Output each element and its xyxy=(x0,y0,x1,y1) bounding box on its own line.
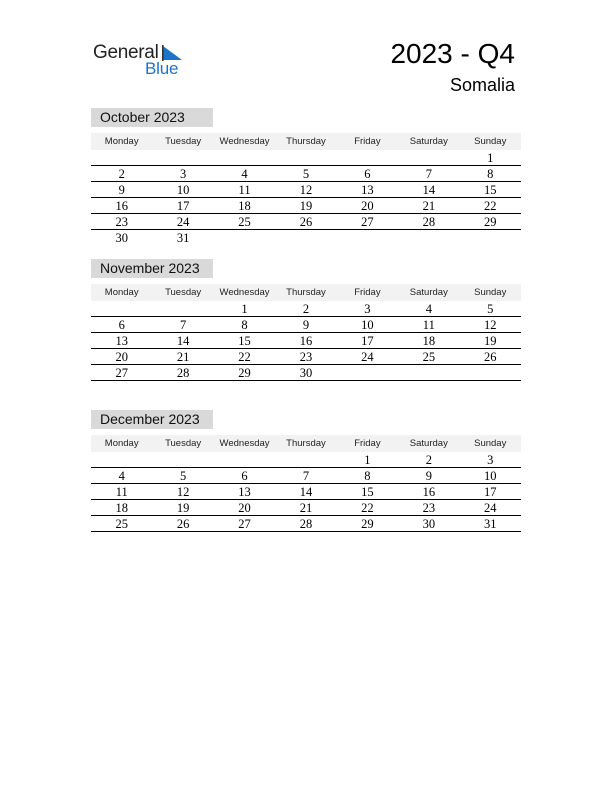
month-block-december xyxy=(91,410,521,532)
day-cell: 29 xyxy=(483,215,497,229)
weekday-label: Friday xyxy=(354,438,381,449)
day-cell: 27 xyxy=(238,517,251,531)
week-row xyxy=(91,230,521,246)
weekday-label: Wednesday xyxy=(219,136,270,147)
day-cell: 10 xyxy=(361,318,374,332)
weekday-label: Saturday xyxy=(409,136,448,147)
day-cell xyxy=(152,452,213,467)
day-cell: 31 xyxy=(176,231,190,245)
day-cell: 2 xyxy=(302,302,310,316)
day-cell: 28 xyxy=(422,215,436,229)
weekday-label: Wednesday xyxy=(219,287,270,298)
day-cell: 18 xyxy=(115,501,128,515)
day-cell: 16 xyxy=(299,334,313,348)
month-label: October 2023 xyxy=(91,108,213,127)
weekday-label: Thursday xyxy=(286,438,326,449)
day-cell xyxy=(91,301,152,316)
day-cell: 7 xyxy=(180,318,187,332)
weekday-label: Tuesday xyxy=(165,438,202,449)
day-cell: 15 xyxy=(238,334,251,348)
page-title: 2023 - Q4 xyxy=(390,38,515,69)
day-cell xyxy=(91,150,152,165)
month-block-october xyxy=(91,108,521,246)
weekday-label: Monday xyxy=(104,287,139,298)
day-cell: 21 xyxy=(422,199,436,213)
day-cell: 15 xyxy=(361,485,374,499)
day-cell: 14 xyxy=(299,485,313,499)
week-row xyxy=(91,349,521,365)
week-row xyxy=(91,468,521,484)
weekday-label: Monday xyxy=(104,136,139,147)
weekday-label: Saturday xyxy=(409,287,448,298)
logo-blue-text: Blue xyxy=(145,59,179,78)
day-cell: 2 xyxy=(425,453,432,467)
week-row xyxy=(91,365,521,381)
day-cell: 4 xyxy=(425,302,432,316)
week-row xyxy=(91,500,521,516)
week-row xyxy=(91,484,521,500)
weekday-header-row xyxy=(91,133,521,150)
day-cell: 4 xyxy=(241,167,248,181)
day-cell: 24 xyxy=(361,350,374,364)
week-row xyxy=(91,317,521,333)
weekday-label: Thursday xyxy=(286,136,326,147)
week-row xyxy=(91,166,521,182)
day-cell: 18 xyxy=(238,199,251,213)
day-cell xyxy=(214,452,275,467)
day-cell: 3 xyxy=(180,167,187,181)
day-cell xyxy=(275,230,336,246)
weekday-label: Tuesday xyxy=(165,287,202,298)
logo xyxy=(93,40,193,80)
day-cell: 12 xyxy=(176,485,190,499)
day-cell: 22 xyxy=(238,350,251,364)
day-cell: 8 xyxy=(364,469,371,483)
day-cell: 30 xyxy=(115,231,128,245)
weekday-header-row xyxy=(91,284,521,301)
weekday-label: Sunday xyxy=(474,136,507,147)
day-cell: 15 xyxy=(483,183,497,197)
day-cell: 19 xyxy=(483,334,497,348)
day-cell: 24 xyxy=(483,501,497,515)
day-cell xyxy=(91,452,152,467)
day-cell: 14 xyxy=(422,183,436,197)
day-cell: 12 xyxy=(483,318,497,332)
weekday-label: Friday xyxy=(354,287,381,298)
day-cell: 31 xyxy=(483,517,497,531)
day-cell: 14 xyxy=(176,334,190,348)
day-cell: 13 xyxy=(238,485,251,499)
day-cell: 16 xyxy=(422,485,436,499)
day-cell: 26 xyxy=(483,350,497,364)
day-cell: 21 xyxy=(299,501,313,515)
day-cell: 22 xyxy=(361,501,374,515)
day-cell: 5 xyxy=(302,167,310,181)
day-cell: 27 xyxy=(115,366,128,380)
day-cell: 20 xyxy=(115,350,128,364)
day-cell: 23 xyxy=(115,215,128,229)
day-cell: 1 xyxy=(487,151,494,165)
weekday-label: Thursday xyxy=(286,287,326,298)
day-cell: 1 xyxy=(241,302,248,316)
weekday-header-row xyxy=(91,435,521,452)
day-cell: 5 xyxy=(180,469,187,483)
day-cell: 27 xyxy=(361,215,374,229)
weekday-label: Monday xyxy=(104,438,139,449)
day-cell: 26 xyxy=(299,215,313,229)
day-cell xyxy=(460,230,521,246)
day-cell xyxy=(398,230,459,246)
day-cell: 7 xyxy=(425,167,432,181)
day-cell: 30 xyxy=(299,366,313,380)
day-cell: 28 xyxy=(176,366,190,380)
weekday-label: Wednesday xyxy=(219,438,270,449)
day-cell: 16 xyxy=(115,199,128,213)
day-cell: 8 xyxy=(241,318,248,332)
month-block-november xyxy=(91,259,521,381)
day-cell: 7 xyxy=(302,469,310,483)
day-cell: 20 xyxy=(361,199,374,213)
day-cell xyxy=(275,150,336,165)
day-cell xyxy=(398,150,459,165)
day-cell: 9 xyxy=(118,183,125,197)
week-row xyxy=(91,452,521,468)
day-cell: 9 xyxy=(425,469,432,483)
day-cell: 24 xyxy=(176,215,190,229)
weekday-label: Sunday xyxy=(474,438,507,449)
weekday-label: Sunday xyxy=(474,287,507,298)
day-cell: 10 xyxy=(483,469,497,483)
weekday-label: Tuesday xyxy=(165,136,202,147)
day-cell: 5 xyxy=(487,302,494,316)
day-cell xyxy=(460,365,521,380)
day-cell: 11 xyxy=(115,485,128,499)
day-cell xyxy=(337,365,398,380)
day-cell: 26 xyxy=(176,517,190,531)
day-cell: 29 xyxy=(361,517,374,531)
week-row xyxy=(91,214,521,230)
day-cell: 23 xyxy=(299,350,313,364)
week-row xyxy=(91,333,521,349)
day-cell: 29 xyxy=(238,366,251,380)
day-cell: 19 xyxy=(176,501,190,515)
day-cell xyxy=(214,230,275,246)
day-cell: 2 xyxy=(118,167,125,181)
day-cell xyxy=(152,150,213,165)
day-cell: 28 xyxy=(299,517,313,531)
week-row xyxy=(91,150,521,166)
week-row xyxy=(91,198,521,214)
logo-general-text: General xyxy=(93,42,159,63)
day-cell: 13 xyxy=(115,334,128,348)
country-subtitle: Somalia xyxy=(449,75,515,95)
day-cell: 17 xyxy=(483,485,497,499)
day-cell xyxy=(214,150,275,165)
day-cell xyxy=(337,230,398,246)
day-cell: 17 xyxy=(176,199,190,213)
day-cell: 6 xyxy=(364,167,371,181)
day-cell xyxy=(152,301,213,316)
day-cell: 9 xyxy=(302,318,310,332)
day-cell: 13 xyxy=(361,183,374,197)
day-cell: 4 xyxy=(118,469,125,483)
day-cell: 3 xyxy=(364,302,371,316)
day-cell: 25 xyxy=(238,215,251,229)
day-cell: 1 xyxy=(364,453,371,467)
day-cell: 12 xyxy=(299,183,313,197)
month-label: December 2023 xyxy=(91,410,213,429)
day-cell: 22 xyxy=(483,199,497,213)
day-cell xyxy=(337,150,398,165)
day-cell: 17 xyxy=(361,334,374,348)
day-cell: 3 xyxy=(487,453,494,467)
weekday-label: Saturday xyxy=(409,438,448,449)
day-cell: 11 xyxy=(422,318,435,332)
day-cell: 25 xyxy=(115,517,128,531)
week-row xyxy=(91,516,521,532)
week-row xyxy=(91,301,521,317)
day-cell: 21 xyxy=(176,350,190,364)
day-cell: 6 xyxy=(118,318,125,332)
day-cell xyxy=(398,365,459,380)
weekday-label: Friday xyxy=(354,136,381,147)
day-cell xyxy=(275,452,336,467)
day-cell: 23 xyxy=(422,501,436,515)
day-cell: 6 xyxy=(241,469,248,483)
day-cell: 19 xyxy=(299,199,313,213)
day-cell: 30 xyxy=(422,517,436,531)
day-cell: 10 xyxy=(176,183,190,197)
month-label: November 2023 xyxy=(91,259,213,278)
day-cell: 18 xyxy=(422,334,436,348)
day-cell: 11 xyxy=(238,183,251,197)
day-cell: 25 xyxy=(422,350,436,364)
day-cell: 20 xyxy=(238,501,251,515)
week-row xyxy=(91,182,521,198)
day-cell: 8 xyxy=(487,167,494,181)
